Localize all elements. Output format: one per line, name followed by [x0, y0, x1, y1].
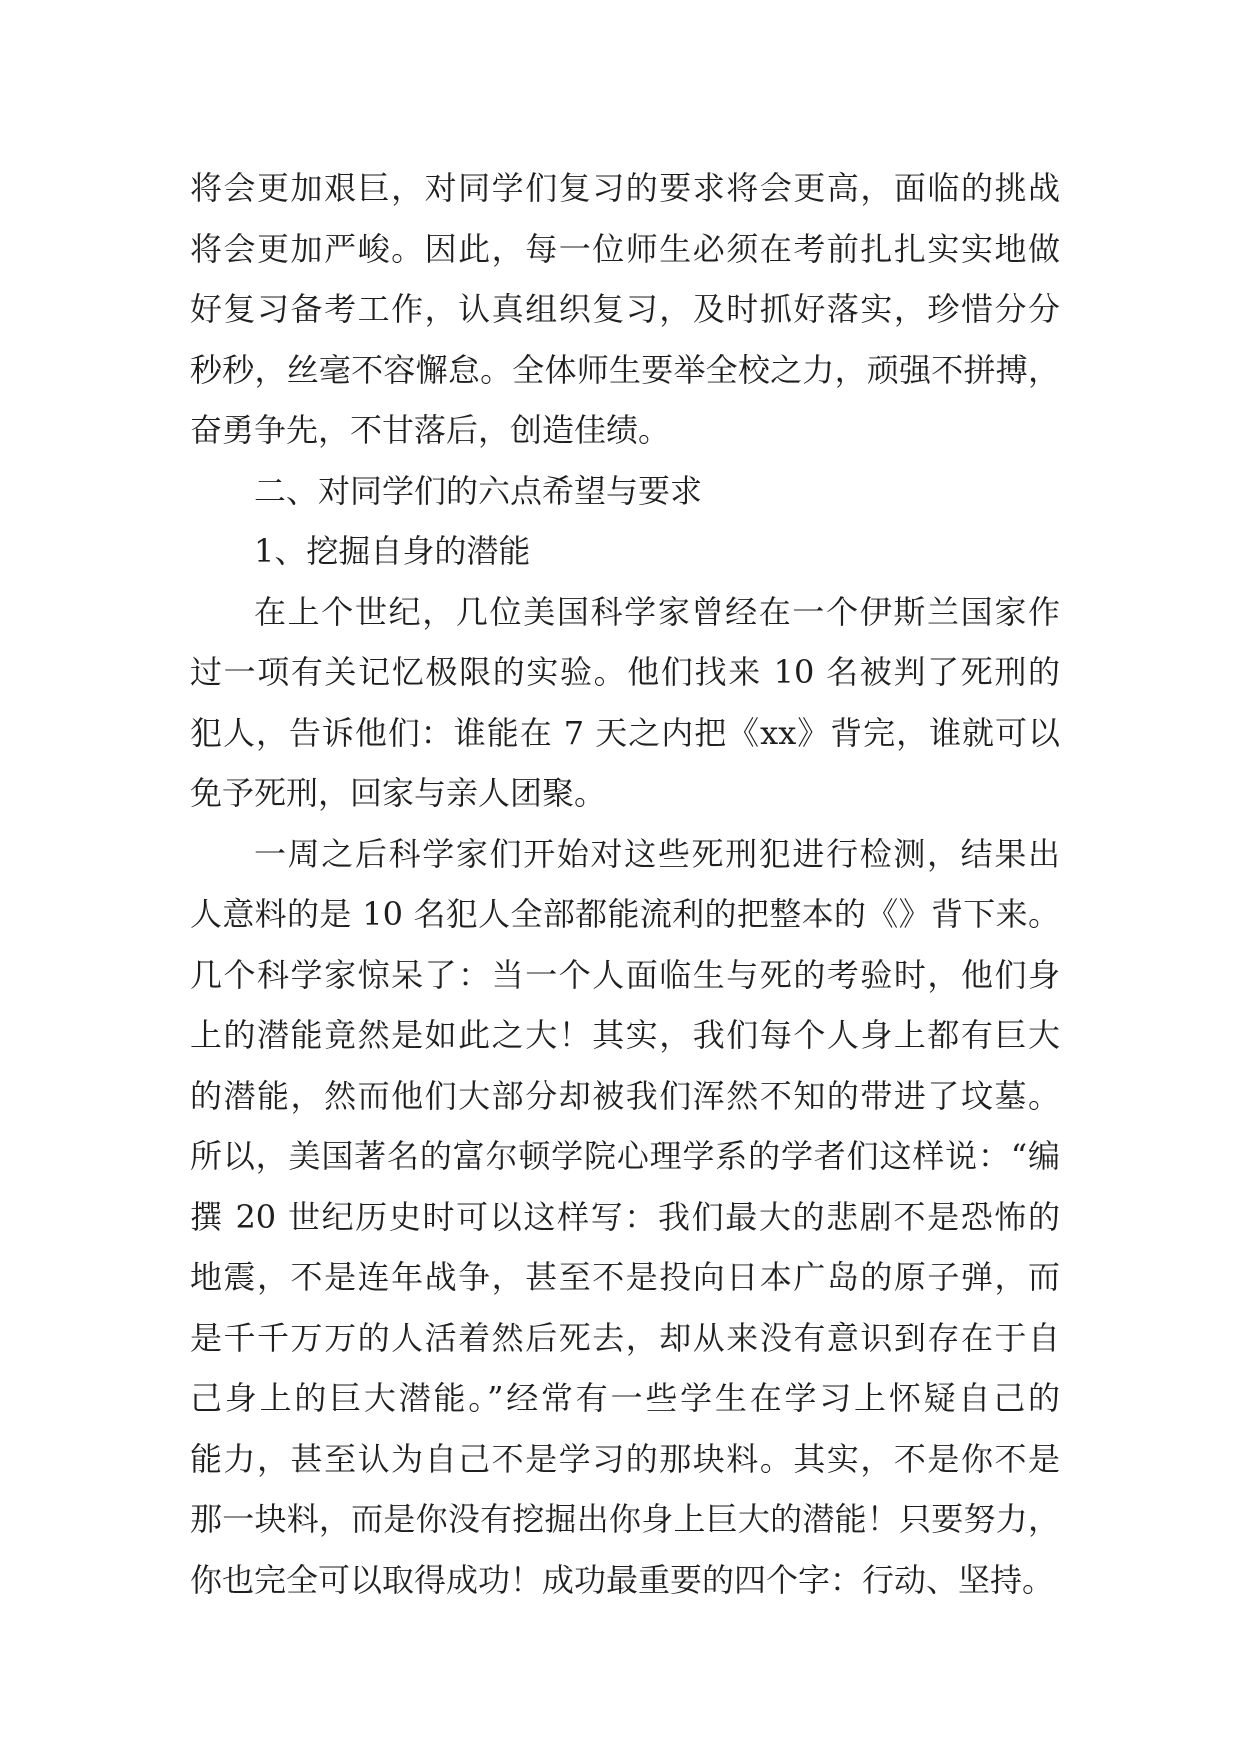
text-line: 一周之后科学家们开始对这些死刑犯进行检测，结果出: [254, 834, 1060, 873]
text-line: 地震，不是连年战争，甚至不是投向日本广岛的原子弹，而: [190, 1258, 1060, 1296]
text-line: 将会更加艰巨，对同学们复习的要求将会更高，面临的挑战: [190, 169, 1060, 207]
text-line: 所以，美国著名的富尔顿学院心理学系的学者们这样说：“编: [190, 1137, 1060, 1175]
text-line: 免予死刑，回家与亲人团聚。: [190, 774, 607, 812]
text-line: 在上个世纪，几位美国科学家曾经在一个伊斯兰国家作: [254, 592, 1060, 631]
text-line: 你也完全可以取得成功！成功最重要的四个字：行动、坚持。: [190, 1560, 1055, 1599]
text-line: 犯人，告诉他们：谁能在 7 天之内把《xx》背完，谁就可以: [190, 713, 1060, 752]
text-line: 那一块料，而是你没有挖掘出你身上巨大的潜能！只要努力，: [190, 1500, 1060, 1538]
body-text: [190, 158, 1060, 1610]
text-line: 秒秒，丝毫不容懈怠。全体师生要举全校之力，顽强不拼搏，: [190, 350, 1060, 389]
text-line: 的潜能，然而他们大部分却被我们浑然不知的带进了坟墓。: [190, 1076, 1060, 1115]
text-line: 己身上的巨大潜能。”经常有一些学生在学习上怀疑自己的: [190, 1379, 1060, 1417]
text-line: 过一项有关记忆极限的实验。他们找来 10 名被判了死刑的: [190, 653, 1060, 691]
text-line: 几个科学家惊呆了：当一个人面临生与死的考验时，他们身: [190, 955, 1060, 994]
text-line: 能力，甚至认为自己不是学习的那块料。其实，不是你不是: [190, 1439, 1060, 1478]
section-heading: 二、对同学们的六点希望与要求: [254, 471, 703, 510]
subsection-heading: 1、挖掘自身的潜能: [254, 532, 531, 570]
text-line: 是千千万万的人活着然后死去，却从来没有意识到存在于自: [190, 1318, 1060, 1357]
text-line: 上的潜能竟然是如此之大！其实，我们每个人身上都有巨大: [190, 1016, 1060, 1054]
text-line: 奋勇争先，不甘落后，创造佳绩。: [190, 411, 671, 449]
text-line: 撰 20 世纪历史时可以这样写：我们最大的悲剧不是恐怖的: [190, 1197, 1060, 1236]
text-line: 人意料的是 10 名犯人全部都能流利的把整本的《》背下来。: [190, 895, 1060, 933]
text-line: 好复习备考工作，认真组织复习，及时抓好落实，珍惜分分: [190, 290, 1060, 328]
text-line: 将会更加严峻。因此，每一位师生必须在考前扎扎实实地做: [190, 229, 1060, 268]
